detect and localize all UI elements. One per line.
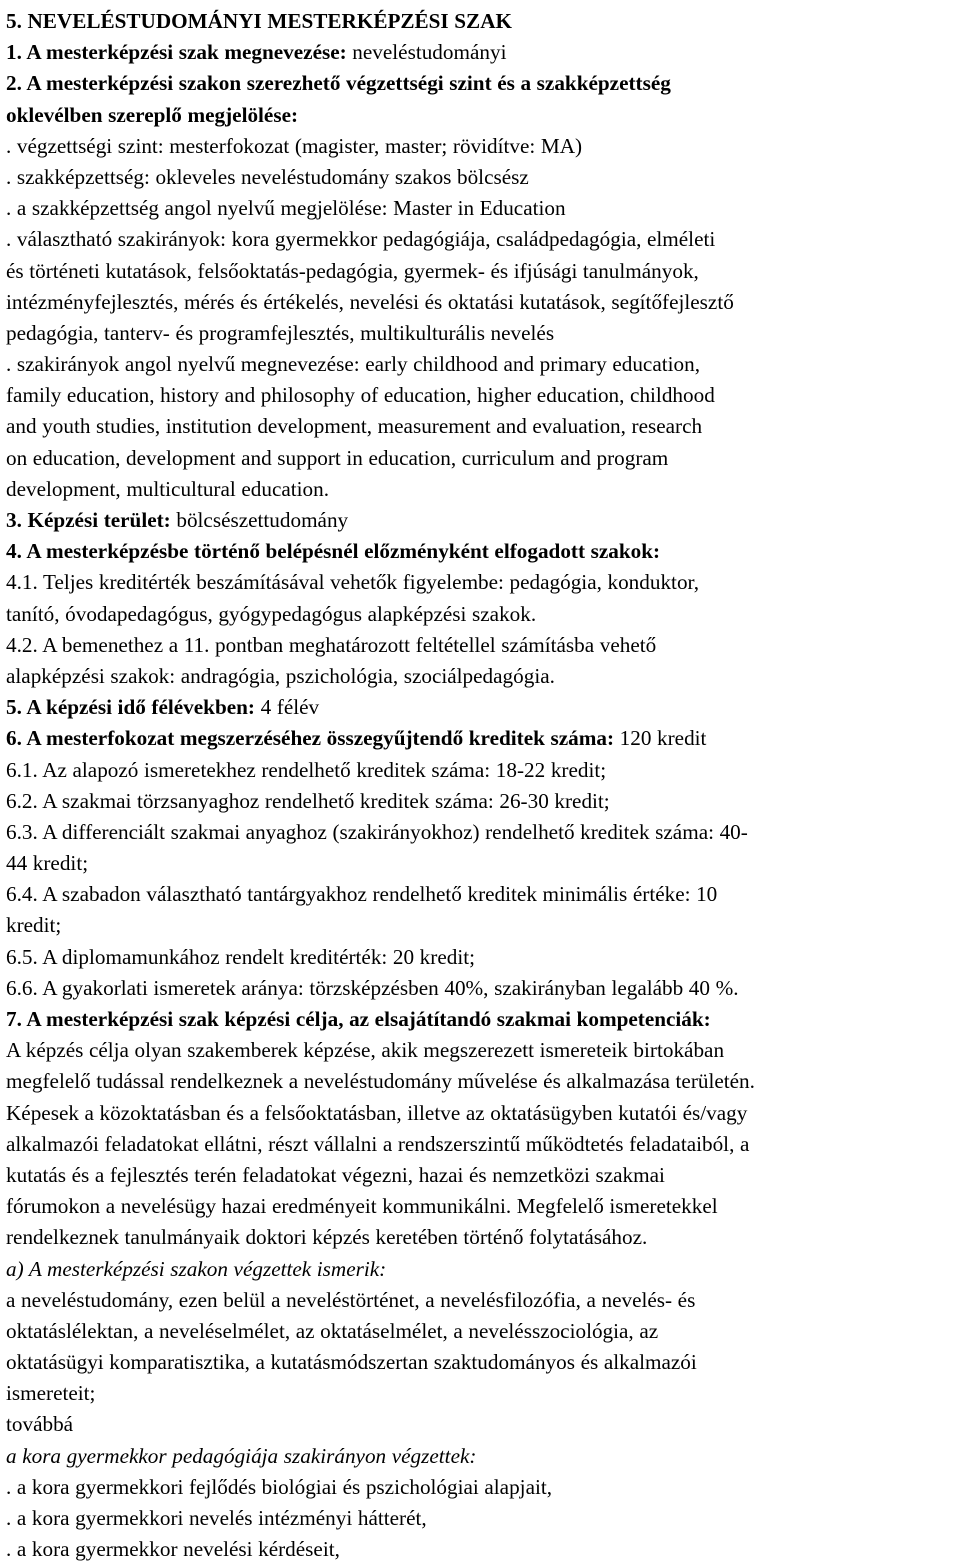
body-text: továbbá [6, 1412, 74, 1437]
text-line [6, 100, 956, 131]
heading-text: 3. Képzési terület: [6, 508, 177, 532]
body-text: . végzettségi szint: mesterfokozat (magister, master; rövidítve: MA) [6, 133, 583, 158]
body-text: . a szakképzettség angol nyelvű megjelölése: Master in Education [6, 196, 566, 221]
text-line [6, 68, 956, 99]
body-text: 6.1. Az alapozó ismeretekhez rendelhető kreditek száma: 18-22 kredit; [6, 757, 607, 782]
body-text: tanító, óvodapedagógus, gyógypedagógus alapképzési szakok. [6, 601, 537, 626]
text-line [6, 37, 956, 68]
body-text: pedagógia, tanterv- és programfejlesztés, multikulturális nevelés [6, 320, 555, 345]
text-line [6, 224, 956, 255]
text-line [6, 973, 956, 1004]
body-text: and youth studies, institution development, measurement and evaluation, research [6, 414, 703, 439]
body-text: . választható szakirányok: kora gyermekkor pedagógiája, családpedagógia, elméleti [6, 227, 716, 252]
text-line [6, 630, 956, 661]
body-text: fórumokon a nevelésügy hazai eredményeit kommunikálni. Megfelelő ismeretekkel [6, 1194, 718, 1219]
text-line [6, 1378, 956, 1409]
text-line [6, 817, 956, 848]
body-text: 6.2. A szakmai törzsanyaghoz rendelhető kreditek száma: 26-30 kredit; [6, 788, 610, 813]
text-line [6, 1222, 956, 1253]
text-line [6, 910, 956, 941]
text-line [6, 1035, 956, 1066]
text-line [6, 786, 956, 817]
text-line [6, 536, 956, 567]
body-text: 6.6. A gyakorlati ismeretek aránya: törzsképzésben 40%, szakirányban legalább 40 %. [6, 975, 739, 1000]
body-text: kredit; [6, 913, 62, 938]
text-line [6, 1004, 956, 1035]
body-text: . a kora gyermekkor nevelési kérdéseit, [6, 1537, 340, 1562]
text-line [6, 661, 956, 692]
text-line [6, 131, 956, 162]
body-text: 4.2. A bemenethez a 11. pontban meghatározott feltétellel számításba vehető [6, 632, 657, 657]
body-text: oktatáslélektan, a neveléselmélet, az oktatáselmélet, a nevelésszociológia, az [6, 1318, 659, 1343]
heading-text: 4. A mesterképzésbe történő belépésnél előzményként elfogadott szakok: [6, 539, 661, 564]
text-line [6, 380, 956, 411]
body-text: 6.5. A diplomamunkához rendelt kreditérték: 20 kredit; [6, 944, 475, 969]
text-line [6, 1441, 956, 1472]
body-text: ismereteit; [6, 1381, 96, 1406]
body-text: bölcsészettudomány [176, 508, 349, 532]
body-text: Képesek a közoktatásban és a felsőoktatásban, illetve az oktatásügyben kutatói és/vagy [6, 1100, 748, 1125]
text-line [6, 443, 956, 474]
heading-text: 1. A mesterképzési szak megnevezése: [6, 40, 353, 65]
text-line [6, 287, 956, 318]
text-line [6, 193, 956, 224]
body-text: 6.3. A differenciált szakmai anyaghoz (szakirányokhoz) rendelhető kreditek száma: 40- [6, 819, 748, 844]
text-line [6, 1066, 956, 1097]
text-line [6, 505, 956, 536]
text-line [6, 1534, 956, 1565]
body-text: intézményfejlesztés, mérés és értékelés, nevelési és oktatási kutatások, segítőfejlesztő [6, 289, 734, 314]
body-text: family education, history and philosophy of education, higher education, childhood [6, 383, 715, 408]
body-text: megfelelő tudással rendelkeznek a neveléstudomány művelése és alkalmazása területén. [6, 1069, 755, 1094]
text-line [6, 256, 956, 287]
text-line [6, 1129, 956, 1160]
body-text: . a kora gyermekkori fejlődés biológiai és pszichológiai alapjait, [6, 1474, 553, 1499]
heading-text: oklevélben szereplő megjelölése: [6, 102, 299, 127]
text-line [6, 848, 956, 879]
text-line [6, 599, 956, 630]
text-line [6, 567, 956, 598]
body-text: kutatás és a fejlesztés terén feladatokat végezni, hazai és nemzetközi szakmai [6, 1162, 665, 1187]
text-line [6, 942, 956, 973]
text-line [6, 349, 956, 380]
body-text: . szakirányok angol nyelvű megnevezése: early childhood and primary education, [6, 352, 700, 377]
heading-text: 2. A mesterképzési szakon szerezhető végzettségi szint és a szakképzettség [6, 71, 671, 96]
italic-subheading: a kora gyermekkor pedagógiája szakirányon végzettek: [6, 1443, 477, 1468]
text-line [6, 1191, 956, 1222]
text-line [6, 1316, 956, 1347]
body-text: 44 kredit; [6, 851, 89, 876]
text-line [6, 411, 956, 442]
body-text: A képzés célja olyan szakemberek képzése, akik megszerezett ismereteik birtokában [6, 1038, 725, 1063]
body-text: és történeti kutatások, felsőoktatás-pedagógia, gyermek- és ifjúsági tanulmányok, [6, 258, 699, 283]
text-line [6, 1254, 956, 1285]
text-line [6, 1503, 956, 1534]
body-text: 120 kredit [619, 726, 707, 751]
text-line [6, 1098, 956, 1129]
heading-text: 5. A képzési idő félévekben: [6, 695, 261, 720]
body-text: . szakképzettség: okleveles neveléstudomány szakos bölcsész [6, 164, 529, 189]
body-text: a neveléstudomány, ezen belül a neveléstörténet, a nevelésfilozófia, a nevelés- és [6, 1287, 696, 1312]
body-text: 6.4. A szabadon választható tantárgyakhoz rendelhető kreditek minimális értéke: 10 [6, 882, 718, 907]
body-text: alkalmazói feladatokat ellátni, részt vállalni a rendszerszintű működtetés feladataiból, a [6, 1131, 750, 1156]
text-line [6, 474, 956, 505]
body-text: 4.1. Teljes kreditérték beszámításával vehetők figyelembe: pedagógia, konduktor, [6, 570, 700, 595]
heading-text: 7. A mesterképzési szak képzési célja, az elsajátítandó szakmai kompetenciák: [6, 1007, 711, 1031]
italic-subheading: a) A mesterképzési szakon végzettek ismerik: [6, 1256, 387, 1281]
body-text: rendelkeznek tanulmányaik doktori képzés keretében történő folytatásához. [6, 1225, 648, 1250]
text-line [6, 879, 956, 910]
body-text: development, multicultural education. [6, 476, 330, 501]
text-line [6, 1160, 956, 1191]
heading-text: 6. A mesterfokozat megszerzéséhez összegyűjtendő kreditek száma: [6, 726, 620, 751]
heading-text: 5. NEVELÉSTUDOMÁNYI MESTERKÉPZÉSI SZAK [6, 9, 512, 33]
text-line [6, 755, 956, 786]
body-text: neveléstudományi [352, 40, 507, 65]
body-text: oktatásügyi komparatisztika, a kutatásmódszertan szaktudományos és alkalmazói [6, 1350, 697, 1375]
text-line [6, 318, 956, 349]
text-line [6, 1472, 956, 1503]
body-text: 4 félév [260, 695, 320, 720]
text-line [6, 162, 956, 193]
text-line [6, 1285, 956, 1316]
text-line [6, 692, 956, 723]
text-line [6, 1409, 956, 1440]
body-text: . a kora gyermekkori nevelés intézményi hátterét, [6, 1506, 427, 1530]
text-line [6, 1347, 956, 1378]
body-text: on education, development and support in education, curriculum and program [6, 445, 669, 470]
text-line [6, 723, 956, 754]
body-text: alapképzési szakok: andragógia, pszichológia, szociálpedagógia. [6, 663, 555, 688]
text-line [6, 6, 956, 37]
